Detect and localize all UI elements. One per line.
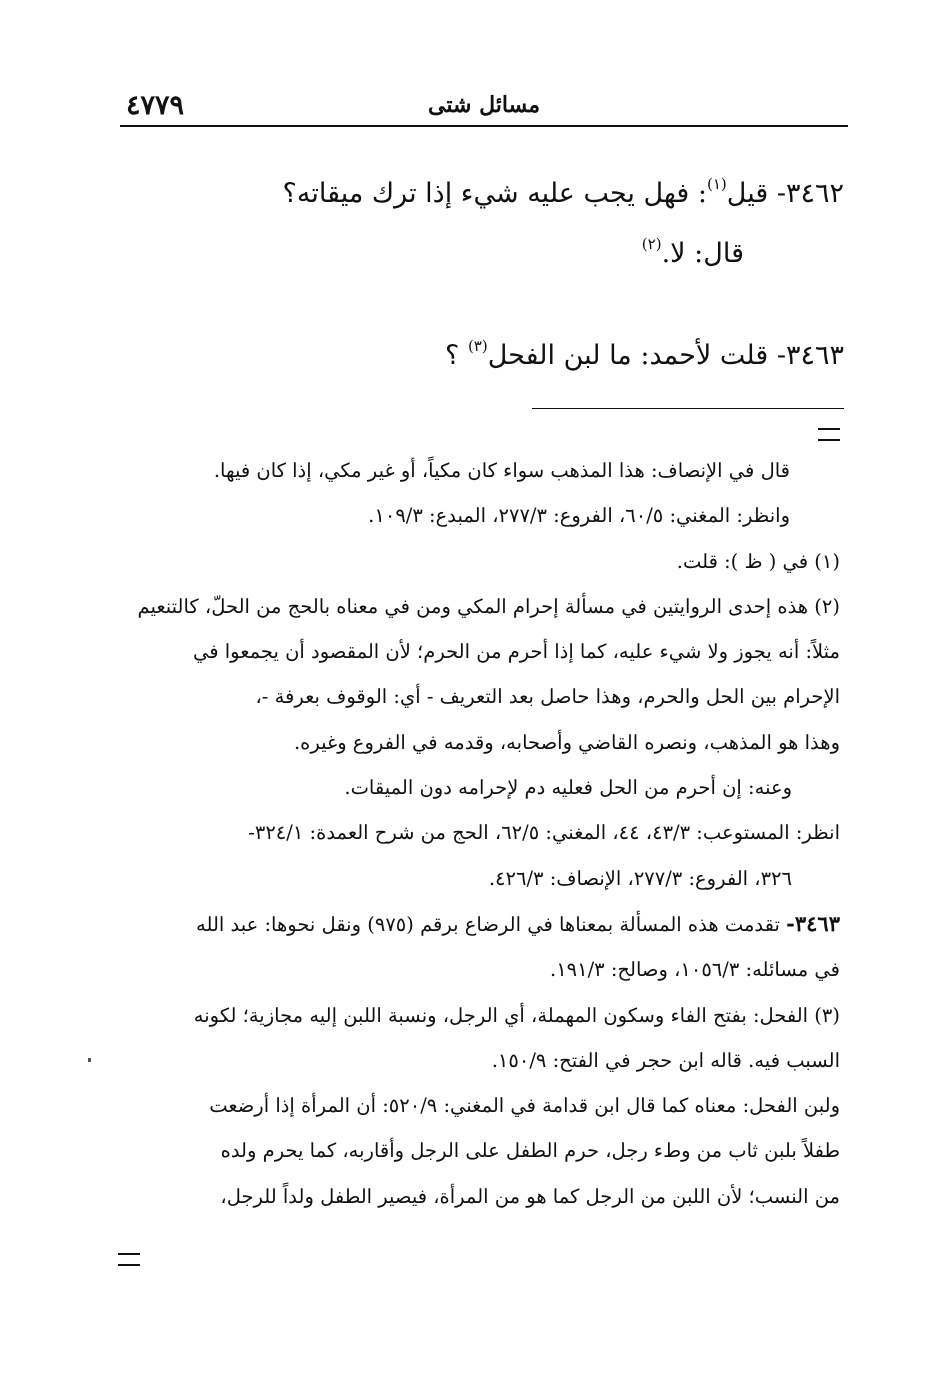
footnotes bbox=[124, 448, 840, 1219]
footnote-ref: (٢) bbox=[641, 235, 662, 253]
footnote-2 bbox=[124, 584, 840, 901]
scan-speck bbox=[88, 1058, 91, 1062]
footnote-separator bbox=[532, 408, 844, 409]
header-rule bbox=[120, 125, 848, 127]
footnote-line: في مسائله: ١٠٥٦/٣، وصالح: ١٩١/٣. bbox=[549, 958, 840, 982]
footnote-line: طفلاً بلبن ثاب من وطء رجل، حرم الطفل على الرجل وأقاربه، كما يحرم ولده bbox=[220, 1139, 840, 1163]
question-3463 bbox=[94, 326, 844, 386]
question-text: قلت لأحمد: ما لبن الفحل bbox=[487, 340, 769, 371]
footnote-continued bbox=[124, 448, 840, 539]
footnote-line: (٣) الفحل: بفتح الفاء وسكون المهملة، أي الرجل، ونسبة اللبن إليه مجازية؛ لكونه bbox=[193, 1003, 840, 1027]
footnote-line: ٣٢٦، الفروع: ٢٧٧/٣، الإنصاف: ٤٢٦/٣. bbox=[488, 866, 792, 890]
page-header bbox=[120, 86, 848, 126]
question-text: قيل bbox=[726, 178, 769, 209]
footnote-line: وانظر: المغني: ٦٠/٥، الفروع: ٢٧٧/٣، المبدع: ١٠٩/٣. bbox=[368, 504, 790, 528]
footnote-line: ولبن الفحل: معناه كما قال ابن قدامة في المغني: ٥٢٠/٩: أن المرأة إذا أرضعت bbox=[209, 1094, 840, 1118]
footnote-line bbox=[124, 901, 840, 947]
question-3463-line bbox=[94, 326, 844, 386]
question-3462 bbox=[94, 164, 844, 284]
footnote-line: (٢) هذه إحدى الروايتين في مسألة إحرام المكي ومن في معناه بالحج من الحلّ، كالتنعيم bbox=[137, 594, 840, 618]
question-text: ؟ bbox=[445, 340, 468, 371]
continuation-mark bbox=[118, 1253, 140, 1266]
question-number: ٣٤٦٢- bbox=[776, 178, 844, 209]
footnote-line: الإحرام بين الحل والحرم، وهذا حاصل بعد التعريف - أي: الوقوف بعرفة -، bbox=[255, 685, 840, 709]
footnote-line: (١) في ( ظ ): قلت. bbox=[676, 549, 840, 573]
question-text: : فهل يجب عليه شيء إذا ترك ميقاته؟ bbox=[282, 178, 707, 209]
answer-line bbox=[94, 224, 844, 284]
footnote-line: من النسب؛ لأن اللبن من الرجل كما هو من المرأة، فيصير الطفل ولداً للرجل، bbox=[220, 1184, 840, 1208]
answer-text: قال: لا. bbox=[661, 238, 744, 269]
question-number: ٣٤٦٣- bbox=[776, 340, 844, 371]
footnote-line: السبب فيه. قاله ابن حجر في الفتح: ١٥٠/٩. bbox=[491, 1048, 840, 1072]
footnote-ref: (٣) bbox=[467, 337, 488, 355]
footnote-line: قال في الإنصاف: هذا المذهب سواء كان مكياً، أو غير مكي، إذا كان فيها. bbox=[213, 459, 790, 482]
footnote-1 bbox=[124, 539, 840, 584]
continuation-mark bbox=[818, 428, 840, 441]
question-3462-line bbox=[94, 164, 844, 224]
footnote-line: انظر: المستوعب: ٤٣/٣، ٤٤، المغني: ٦٢/٥، الحج من شرح العمدة: ٣٢٤/١- bbox=[248, 821, 840, 845]
footnote-line: مثلاً: أنه يجوز ولا شيء عليه، كما إذا أحرم من الحرم؛ لأن المقصود أن يجمعوا في bbox=[192, 640, 840, 664]
page-number: ٤٧٧٩ bbox=[126, 90, 185, 121]
footnote-text: تقدمت هذه المسألة بمعناها في الرضاع برقم (٩٧٥) ونقل نحوها: عبد الله bbox=[196, 912, 787, 936]
footnote-3 bbox=[124, 993, 840, 1219]
footnote-ref: (١) bbox=[706, 175, 727, 193]
footnote-line: وعنه: إن أحرم من الحل فعليه دم لإحرامه دون الميقات. bbox=[344, 776, 792, 800]
footnote-line: وهذا هو المذهب، ونصره القاضي وأصحابه، وقدمه في الفروع وغيره. bbox=[293, 730, 840, 754]
footnote-3463 bbox=[124, 901, 840, 993]
footnote-number: ٣٤٦٣- bbox=[786, 910, 840, 936]
running-title: مسائل شتى bbox=[428, 92, 540, 118]
